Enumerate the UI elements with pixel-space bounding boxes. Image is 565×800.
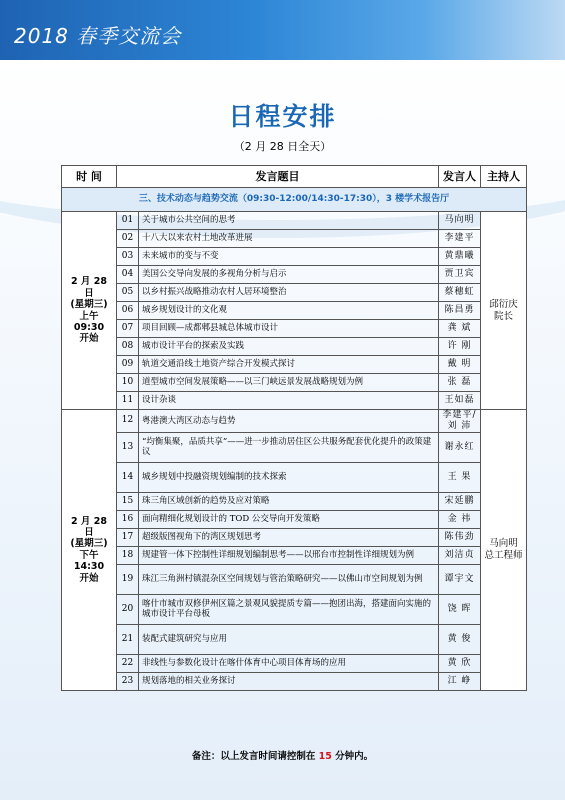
row-topic: 规建管一体下控制性详细规划编制思考——以邢台市控制性详细规划为例: [139, 546, 439, 564]
row-number: 05: [117, 284, 139, 302]
time-line: 开始: [79, 572, 99, 584]
table-row: [62, 594, 527, 624]
row-number: 09: [117, 356, 139, 374]
row-number: 15: [117, 492, 139, 510]
row-number: 22: [117, 654, 139, 672]
table-row: [62, 284, 527, 302]
row-speaker: 黄 欣: [439, 654, 481, 672]
row-topic: 超级版图视角下的湾区规划思考: [139, 528, 439, 546]
table-row: [62, 672, 527, 690]
row-number: 04: [117, 266, 139, 284]
row-number: 14: [117, 462, 139, 492]
section-title: 三、技术动态与趋势交流（09:30-12:00/14:30-17:30），3 楼学术报告厅: [62, 188, 527, 212]
row-speaker: 黄 俊: [439, 624, 481, 654]
table-row: [62, 230, 527, 248]
row-speaker: 宋延鹏: [439, 492, 481, 510]
header-topic: 发言题目: [117, 166, 439, 188]
time-line: 上午 09:30: [73, 310, 105, 333]
host-line: 院长: [493, 310, 513, 322]
row-number: 07: [117, 320, 139, 338]
row-topic: 城乡规划设计的文化观: [139, 302, 439, 320]
table-row: [62, 338, 527, 356]
row-speaker: 饶 晖: [439, 594, 481, 624]
row-number: 17: [117, 528, 139, 546]
row-number: 12: [117, 410, 139, 433]
row-topic: 十八大以来农村土地改革进展: [139, 230, 439, 248]
time-line: (星期三): [70, 538, 108, 550]
row-speaker: 金 祎: [439, 510, 481, 528]
banner-title: 2018 春季交流会: [14, 24, 182, 48]
row-speaker: 刘洁贞: [439, 546, 481, 564]
row-speaker: 陈昌勇: [439, 302, 481, 320]
row-speaker: 李建平/刘 沛: [439, 410, 481, 433]
row-number: 16: [117, 510, 139, 528]
row-topic: 关于城市公共空间的思考: [139, 212, 439, 230]
row-number: 06: [117, 302, 139, 320]
footnote-prefix: 备注：以上发言时间请控制在: [191, 751, 319, 762]
row-topic: 项目回顾—成都郫县城总体城市设计: [139, 320, 439, 338]
table-row: [62, 248, 527, 266]
row-topic: 轨道交通沿线土地资产综合开发模式探讨: [139, 356, 439, 374]
row-topic: 未来城市的变与不变: [139, 248, 439, 266]
row-number: 01: [117, 212, 139, 230]
time-line: 2 月 28 日: [71, 276, 107, 299]
table-row: [62, 510, 527, 528]
row-number: 03: [117, 248, 139, 266]
row-speaker: 谢永红: [439, 432, 481, 462]
host-line: 马向明: [489, 538, 518, 550]
row-number: 02: [117, 230, 139, 248]
row-speaker: 李建平: [439, 230, 481, 248]
footnote-suffix: 分钟内。: [331, 751, 374, 762]
page-title: 日程安排: [228, 102, 337, 131]
host-line: 总工程师: [484, 549, 523, 561]
header-banner: [0, 0, 565, 68]
row-speaker: 戴 明: [439, 356, 481, 374]
table-row: [62, 462, 527, 492]
table-row: [62, 492, 527, 510]
row-number: 23: [117, 672, 139, 690]
row-speaker: 王如磊: [439, 392, 481, 410]
host-cell: [481, 410, 527, 691]
row-topic: 装配式建筑研究与应用: [139, 624, 439, 654]
row-number: 08: [117, 338, 139, 356]
row-topic: 喀什市城市双修伊州区篇之景观风貌提质专篇——抱团出海，搭建面向实施的城市设计平台母板: [139, 594, 439, 624]
table-row: [62, 432, 527, 462]
table-row: [62, 392, 527, 410]
table-row: [62, 374, 527, 392]
host-line: 邱衍庆: [489, 299, 518, 311]
row-speaker: 龚 斌: [439, 320, 481, 338]
row-topic: 城乡规划中投融资规划编制的技术探索: [139, 462, 439, 492]
table-row: [62, 564, 527, 594]
table-row: [62, 212, 527, 230]
table-row: [62, 410, 527, 433]
row-number: 10: [117, 374, 139, 392]
row-topic: 非线性与参数化设计在喀什体育中心项目体育场的应用: [139, 654, 439, 672]
header-host: 主持人: [481, 166, 527, 188]
table-header-row: [62, 166, 527, 188]
row-speaker: 马向明: [439, 212, 481, 230]
header-time: 时 间: [62, 166, 117, 188]
table-row: [62, 624, 527, 654]
table-row: [62, 302, 527, 320]
row-speaker: 谭宇文: [439, 564, 481, 594]
row-speaker: 张 磊: [439, 374, 481, 392]
row-number: 18: [117, 546, 139, 564]
row-speaker: 许 刚: [439, 338, 481, 356]
table-row: [62, 266, 527, 284]
row-topic: 粤港澳大湾区动态与趋势: [139, 410, 439, 433]
section-row: [62, 188, 527, 212]
row-topic: 珠三角区域创新的趋势及应对策略: [139, 492, 439, 510]
row-speaker: 江 峥: [439, 672, 481, 690]
row-topic: 设计杂谈: [139, 392, 439, 410]
row-topic: 珠江三角洲村镇混杂区空间规划与管治策略研究——以佛山市空间规划为例: [139, 564, 439, 594]
footnote: [0, 748, 565, 762]
row-speaker: 黄鼎曦: [439, 248, 481, 266]
table-row: [62, 320, 527, 338]
table-row: [62, 546, 527, 564]
row-topic: 规划落地的相关业务探讨: [139, 672, 439, 690]
page-date: （2 月 28 日全天）: [233, 140, 332, 153]
row-topic: 面向精细化规划设计的 TOD 公交导向开发策略: [139, 510, 439, 528]
row-number: 20: [117, 594, 139, 624]
time-cell: [62, 212, 117, 410]
row-number: 19: [117, 564, 139, 594]
row-topic: 道型城市空间发展策略——以三门峡远景发展战略规划为例: [139, 374, 439, 392]
row-number: 21: [117, 624, 139, 654]
time-line: 2 月 28 日: [71, 515, 107, 539]
row-speaker: 贾卫宾: [439, 266, 481, 284]
table-row: [62, 356, 527, 374]
header-speaker: 发言人: [439, 166, 481, 188]
row-topic: 以乡村振兴战略推动农村人居环境整治: [139, 284, 439, 302]
time-cell: [62, 410, 117, 691]
row-topic: 美国公交导向发展的多视角分析与启示: [139, 266, 439, 284]
row-number: 11: [117, 392, 139, 410]
row-speaker: 陈伟劲: [439, 528, 481, 546]
table-row: [62, 654, 527, 672]
time-line: 开始: [79, 333, 99, 345]
row-number: 13: [117, 432, 139, 462]
host-cell: [481, 212, 527, 410]
footnote-highlight: 15: [318, 751, 332, 762]
row-topic: 城市设计平台的探索及实践: [139, 338, 439, 356]
time-line: (星期三): [70, 299, 108, 311]
schedule-table: [61, 165, 527, 691]
row-topic: “均衡集聚，品质共享”——进一步推动居住区公共服务配套优化提升的政策建议: [139, 432, 439, 462]
row-speaker: 蔡穗虹: [439, 284, 481, 302]
table-row: [62, 528, 527, 546]
row-speaker: 王 果: [439, 462, 481, 492]
time-line: 下午 14:30: [73, 549, 105, 573]
